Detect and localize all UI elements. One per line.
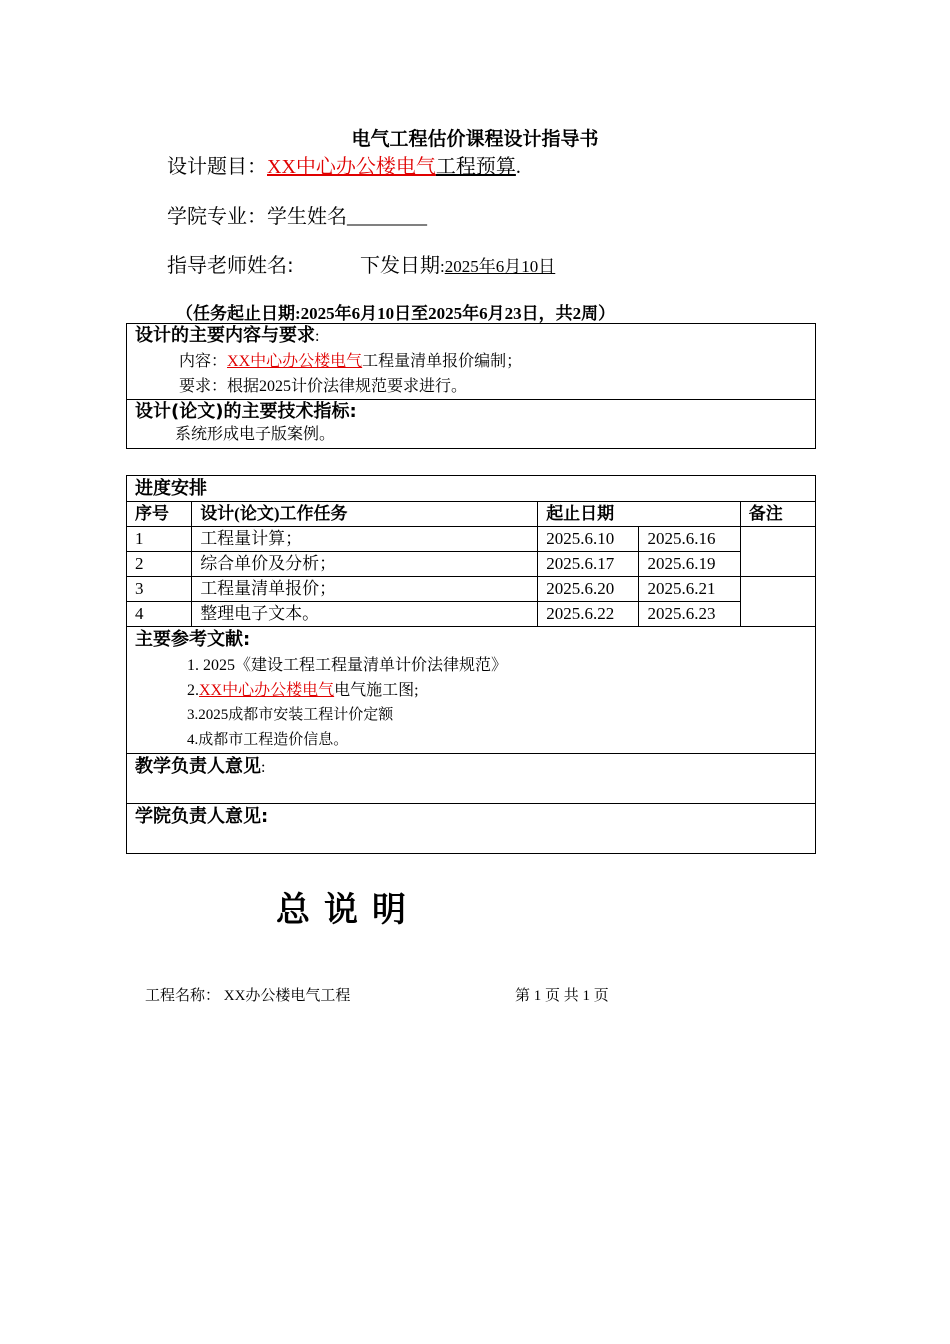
header-date: 起止日期 bbox=[538, 502, 741, 527]
task-period: （任务起止日期:2025年6月10日至2025年6月23日，共2周） bbox=[176, 304, 616, 323]
general-description-title: 总说明 bbox=[276, 890, 420, 930]
student-name-blank: ________ bbox=[347, 206, 427, 228]
table-row: 3 工程量清单报价； 2025.6.20 2025.6.21 bbox=[127, 577, 816, 602]
references-cell bbox=[127, 627, 816, 754]
table-row: 1 工程量计算； 2025.6.10 2025.6.16 bbox=[127, 527, 816, 552]
design-topic-label: 设计题目： bbox=[167, 154, 267, 178]
college-label: 学院专业：学生姓名 bbox=[167, 204, 347, 228]
tech-index-text: 系统形成电子版案例。 bbox=[175, 426, 336, 443]
content-requirements-cell: 设计的主要内容与要求: 内容：XX中心办公楼电气工程量清单报价编制； 要求：根据2025计价法律规范要求进行。 bbox=[127, 324, 816, 400]
reference-2-project: XX中心办公楼电气 bbox=[199, 682, 335, 699]
content-project: XX中心办公楼电气 bbox=[227, 353, 363, 370]
schedule-heading: 进度安排 bbox=[127, 476, 816, 502]
table-row: 4 整理电子文本。 2025.6.22 2025.6.23 bbox=[127, 602, 816, 627]
college-opinion-label: 学院负责人意见: bbox=[135, 806, 269, 827]
issue-date: 2025年6月10日 bbox=[444, 257, 556, 276]
teaching-opinion-cell: 教学负责人意见: bbox=[127, 754, 816, 804]
document-title: 电气工程估价课程设计指导书 bbox=[351, 128, 599, 150]
issue-date-label: 下发日期 bbox=[360, 253, 440, 277]
requirement-line: 要求：根据2025计价法律规范要求进行。 bbox=[179, 378, 468, 395]
college-line bbox=[167, 200, 427, 229]
reference-1: 1. 2025《建设工程工程量清单计价法律规范》 bbox=[187, 657, 508, 674]
note-cell bbox=[740, 577, 815, 627]
issue-date-line: 下发日期:2025年6月10日 bbox=[360, 253, 556, 277]
college-opinion-cell bbox=[127, 804, 816, 854]
teacher-label: 指导老师姓名: bbox=[167, 253, 294, 277]
header-no: 序号 bbox=[127, 502, 192, 527]
design-topic-end: . bbox=[515, 156, 521, 178]
schedule-table bbox=[126, 475, 816, 854]
design-topic-suffix: 工程预算 bbox=[435, 156, 516, 178]
header-task: 设计(论文)工作任务 bbox=[192, 502, 538, 527]
header-note: 备注 bbox=[740, 502, 815, 527]
footer-page-number: 第 1 页 共 1 页 bbox=[515, 988, 609, 1004]
tech-index-heading: 设计(论文)的主要技术指标: bbox=[135, 401, 357, 422]
note-cell bbox=[740, 527, 815, 577]
reference-2: 2.XX中心办公楼电气电气施工图; bbox=[187, 682, 419, 699]
teaching-opinion-label: 教学负责人意见 bbox=[135, 756, 261, 777]
tech-index-cell bbox=[127, 400, 816, 449]
content-line: 内容：XX中心办公楼电气工程量清单报价编制； bbox=[179, 353, 523, 370]
design-content-table bbox=[126, 323, 816, 449]
references-heading: 主要参考文献: bbox=[135, 629, 251, 650]
design-topic-project: XX中心办公楼电气 bbox=[267, 156, 436, 178]
table-row: 2 综合单价及分析； 2025.6.17 2025.6.19 bbox=[127, 552, 816, 577]
design-topic-line bbox=[167, 150, 521, 179]
reference-4: 4.成都市工程造价信息。 bbox=[187, 732, 349, 748]
footer-project-name: 工程名称： XX办公楼电气工程 bbox=[145, 988, 351, 1004]
content-heading: 设计的主要内容与要求 bbox=[135, 325, 315, 346]
reference-3: 3.2025成都市安装工程计价定额 bbox=[187, 707, 394, 723]
